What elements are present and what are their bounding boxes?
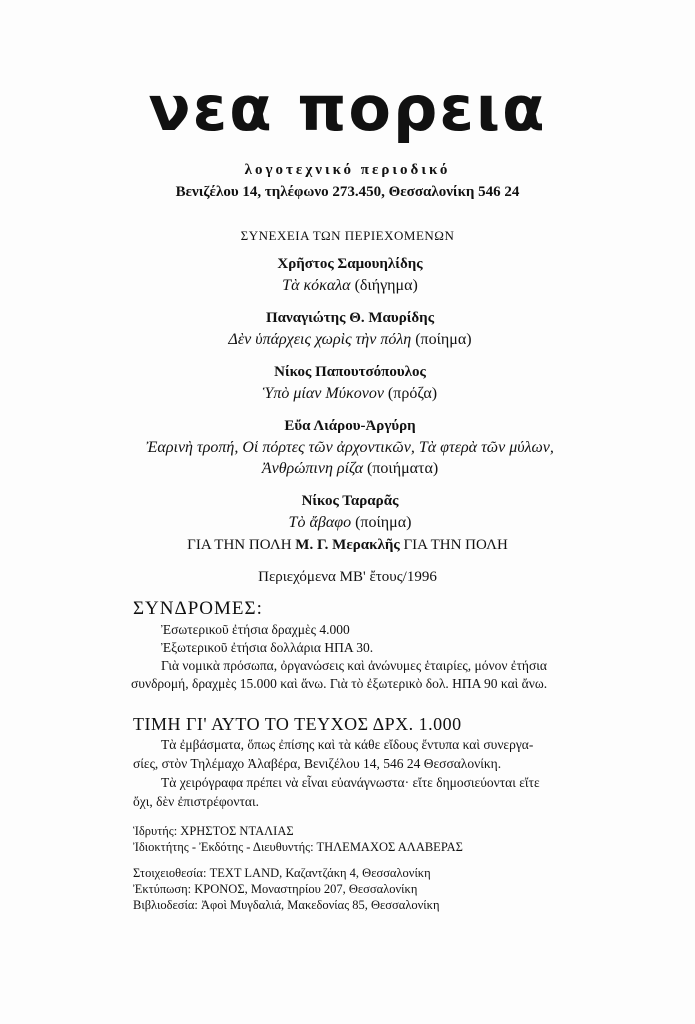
price-section	[133, 713, 633, 811]
entry-title: Δὲν ὑπάρχεις χωρὶς τὴν πόλη	[228, 331, 412, 348]
entry-genre: (πρόζα)	[387, 385, 438, 402]
manuscripts-line-2: ὄχι, δὲν ἐπιστρέφονται.	[133, 794, 260, 809]
journal-subtitle: λογοτεχνικό περιοδικό	[244, 162, 451, 178]
entry-work	[100, 458, 600, 479]
entry-genre: (ποίημα)	[355, 514, 412, 531]
city-label-right: ΓΙΑ ΤΗΝ ΠΟΛΗ	[403, 537, 508, 553]
entry-title: Τὸ ἄβαφο	[288, 514, 352, 531]
city-author: Μ. Γ. Μερακλῆς	[295, 537, 400, 553]
contents-heading: ΣΥΝΕΧΕΙΑ ΤΩΝ ΠΕΡΙΕΧΟΜΕΝΩΝ	[240, 228, 455, 243]
entry-title: Τὰ κόκαλα	[282, 277, 351, 294]
entry-title: Ἀνθρώπινη ρίζα	[261, 460, 363, 477]
entry-work	[100, 275, 600, 296]
entry-genre: (ποιήματα)	[366, 460, 439, 477]
masthead-title: νεα πορεια	[148, 72, 547, 145]
city-section-line	[0, 537, 695, 554]
entry-genre: (ποίημα)	[415, 331, 472, 348]
subscriptions-heading: ΣΥΝΔΡΟΜΕΣ:	[133, 598, 263, 619]
issue-price-heading: ΤΙΜΗ ΓΙ' ΑΥΤΟ ΤΟ ΤΕΥΧΟΣ ΔΡΧ. 1.000	[133, 714, 462, 734]
remittance-line-1: Τὰ ἐμβάσματα, ὅπως ἐπίσης καὶ τὰ κάθε εἴδους ἔντυπα καὶ συνεργα-	[161, 737, 534, 752]
entry-title: Ὑπὸ μίαν Μύκονον	[262, 385, 384, 402]
binding-credit: Βιβλιοδεσία: Ἀφοὶ Μυγδαλιά, Μακεδονίας 85, Θεσσαλονίκη	[133, 898, 440, 912]
contents-entry	[100, 416, 600, 479]
entry-author: Χρῆστος Σαμουηλίδης	[277, 256, 423, 272]
entry-title: Ἐαρινὴ τροπή, Οἱ πόρτες τῶν ἀρχοντικῶν, Τὰ φτερὰ τῶν μύλων,	[146, 439, 554, 456]
entry-author: Παναγιώτης Θ. Μαυρίδης	[265, 310, 435, 326]
entry-work	[100, 512, 600, 533]
manuscripts-line-1: Τὰ χειρόγραφα πρέπει νὰ εἶναι εὐανάγνωστα· εἴτε δημοσιεύονται εἴτε	[161, 775, 540, 790]
entry-author: Εὔα Λιάρου-Ἀργύρη	[284, 418, 416, 434]
contents-entry	[100, 254, 600, 296]
entry-genre: (διήγημα)	[354, 277, 418, 294]
entry-author: Νίκος Παπουτσόπουλος	[274, 364, 426, 380]
contents-list	[100, 254, 600, 545]
credits-spacer	[133, 855, 653, 865]
entry-work	[100, 383, 600, 404]
entry-work	[100, 329, 600, 350]
entry-work	[100, 437, 600, 458]
remittance-line-2: σίες, στὸν Τηλέμαχο Ἀλαβέρα, Βενιζέλου 14, 546 24 Θεσσαλονίκη.	[133, 756, 502, 771]
contents-entry	[100, 308, 600, 350]
subscriptions-section	[133, 597, 653, 693]
issue-contents-line: Περιεχόμενα ΜΒ' ἔτους/1996	[258, 569, 437, 585]
founder-credit: Ἱδρυτής: ΧΡΗΣΤΟΣ ΝΤΑΛΙΑΣ	[133, 824, 294, 838]
city-label-left: ΓΙΑ ΤΗΝ ΠΟΛΗ	[187, 537, 292, 553]
domestic-subscription: Ἐσωτερικοῦ ἐτήσια δραχμὲς 4.000	[161, 622, 350, 637]
contents-entry	[100, 362, 600, 404]
printing-credit: Ἐκτύπωση: ΚΡΟΝΟΣ, Μοναστηρίου 207, Θεσσαλονίκη	[133, 882, 418, 896]
legal-subscription-line-1: Γιὰ νομικὰ πρόσωπα, ὀργανώσεις καὶ ἀνώνυμες ἑταιρίες, μόνον ἐτήσια	[161, 658, 547, 673]
legal-subscription-line-2: συνδρομή, δραχμὲς 15.000 καὶ ἄνω. Γιὰ τὸ ἐξωτερικὸ δολ. ΗΠΑ 90 καὶ ἄνω.	[131, 676, 548, 691]
typesetting-credit: Στοιχειοθεσία: TEXT LAND, Καζαντζάκη 4, Θεσσαλονίκη	[133, 866, 431, 880]
entry-author: Νίκος Ταραρᾶς	[301, 493, 399, 509]
foreign-subscription: Ἐξωτερικοῦ ἐτήσια δολλάρια ΗΠΑ 30.	[161, 640, 374, 655]
owner-credit: Ἰδιοκτήτης - Ἐκδότης - Διευθυντής: ΤΗΛΕΜΑΧΟΣ ΑΛΑΒΕΡΑΣ	[133, 840, 463, 854]
credits-section	[133, 823, 653, 913]
contents-entry	[100, 491, 600, 533]
journal-address: Βενιζέλου 14, τηλέφωνο 273.450, Θεσσαλονίκη 546 24	[175, 184, 520, 200]
